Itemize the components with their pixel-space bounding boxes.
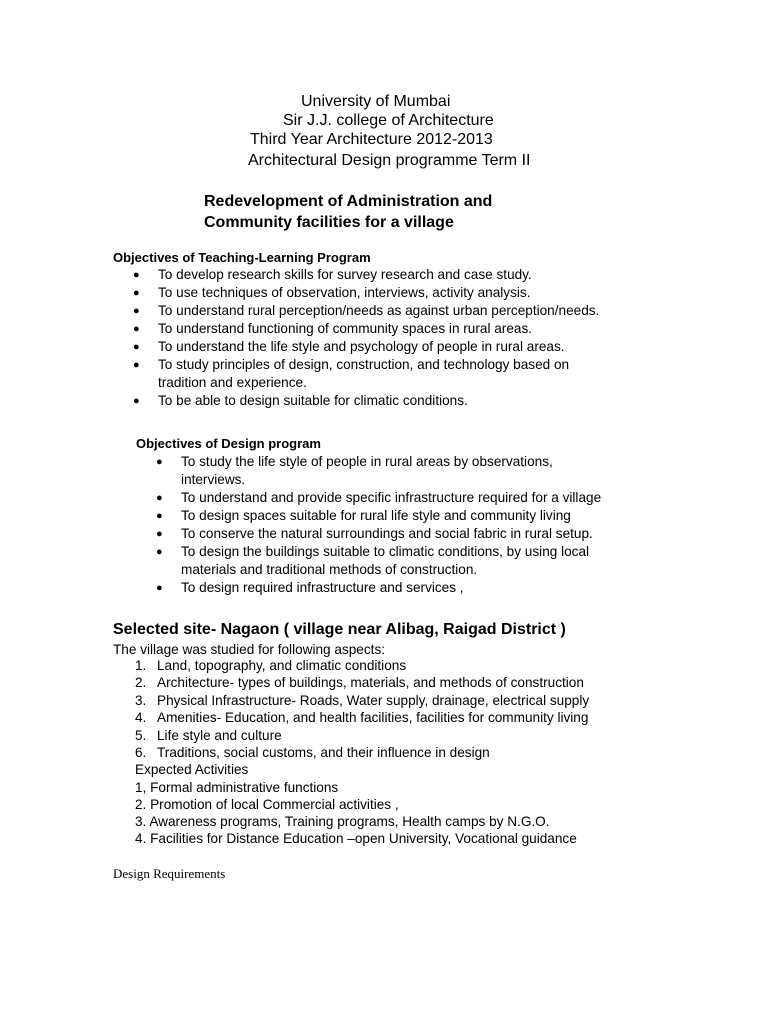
college-name: Sir J.J. college of Architecture (283, 112, 494, 129)
list-item: ● To design required infrastructure and services , (156, 580, 464, 595)
study-aspects-list (135, 657, 590, 761)
document-title-line2: Community facilities for a village (204, 214, 454, 231)
list-item: ● To develop research skills for survey research and case study. (133, 267, 532, 282)
document-title-line1: Redevelopment of Administration and (204, 193, 493, 210)
activity-item: 2. Promotion of local Commercial activities , (135, 797, 399, 812)
teaching-objectives-heading: Objectives of Teaching-Learning Program (113, 250, 371, 265)
list-item: ● To understand functioning of community spaces in rural areas. (133, 321, 533, 336)
list-item-continuation: materials and traditional methods of construction. (181, 562, 478, 577)
list-item: ● To understand rural perception/needs as against urban perception/needs. (133, 303, 600, 318)
list-item: ● To study the life style of people in rural areas by observations, (156, 454, 553, 469)
list-item-continuation: tradition and experience. (158, 375, 307, 390)
bullet-icon: ● (156, 582, 163, 594)
list-item: 3. Physical Infrastructure- Roads, Water supply, drainage, electrical supply (135, 692, 590, 708)
list-item: ● To conserve the natural surroundings and social fabric in rural setup. (156, 526, 593, 541)
list-item: ● To study principles of design, construction, and technology based on (133, 357, 570, 372)
list-item: 1. Land, topography, and climatic conditions (135, 658, 407, 673)
design-objectives-heading: Objectives of Design program (136, 436, 321, 451)
bullet-icon: ● (133, 323, 140, 335)
list-item: 4. Amenities- Education, and health facilities, facilities for community living (135, 710, 589, 726)
bullet-icon: ● (133, 395, 140, 407)
design-requirements-heading: Design Requirements (113, 866, 226, 881)
list-item-continuation: interviews. (181, 472, 246, 487)
activity-item: 4. Facilities for Distance Education –open University, Vocational guidance (135, 831, 577, 846)
activity-item: 1, Formal administrative functions (135, 780, 339, 795)
list-item: 5. Life style and culture (135, 727, 282, 743)
expected-activities-heading: Expected Activities (135, 762, 249, 777)
list-item: ● To use techniques of observation, interviews, activity analysis. (133, 285, 531, 300)
bullet-icon: ● (156, 456, 163, 468)
list-item: 6. Traditions, social customs, and their influence in design (135, 745, 490, 761)
site-study-intro: The village was studied for following aspects: (113, 642, 386, 657)
bullet-icon: ● (133, 287, 140, 299)
bullet-icon: ● (156, 510, 163, 522)
programme-term: Architectural Design programme Term II (248, 152, 531, 169)
teaching-objectives-list (133, 266, 600, 410)
bullet-icon: ● (156, 492, 163, 504)
list-item: 2. Architecture- types of buildings, materials, and methods of construction (135, 675, 584, 691)
bullet-icon: ● (133, 341, 140, 353)
list-item: ● To be able to design suitable for climatic conditions. (133, 393, 468, 408)
bullet-icon: ● (156, 528, 163, 540)
activity-item: 3. Awareness programs, Training programs, Health camps by N.G.O. (135, 814, 550, 829)
bullet-icon: ● (156, 546, 163, 558)
bullet-icon: ● (133, 359, 140, 371)
bullet-icon: ● (133, 305, 140, 317)
university-name: University of Mumbai (301, 93, 451, 110)
bullet-icon: ● (133, 269, 140, 281)
list-item: ● To understand and provide specific infrastructure required for a village (156, 490, 602, 505)
academic-year: Third Year Architecture 2012-2013 (250, 131, 493, 148)
selected-site-heading: Selected site- Nagaon ( village near Alibag, Raigad District ) (113, 621, 566, 638)
list-item: ● To design spaces suitable for rural life style and community living (156, 508, 571, 523)
list-item: ● To design the buildings suitable to climatic conditions, by using local (156, 544, 590, 559)
design-objectives-list (156, 453, 602, 597)
list-item: ● To understand the life style and psychology of people in rural areas. (133, 339, 565, 354)
